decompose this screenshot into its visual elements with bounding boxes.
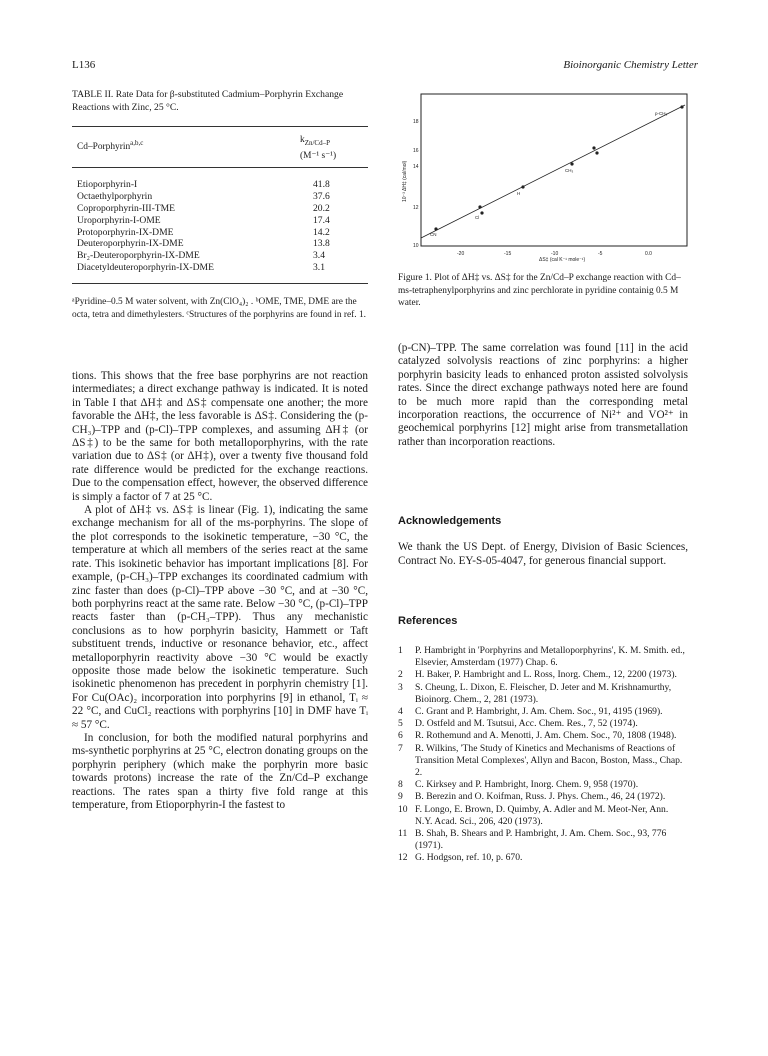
- table-cell-value: 37.6: [313, 190, 330, 202]
- x-tick-label: -5: [598, 251, 603, 257]
- table-row: [77, 238, 357, 250]
- paragraph: tions. This shows that the free base porphyrins are not reaction intermediates; a direct exchange pathway is indicated. It is noted in Table I that ΔH‡ and ΔS‡ compensate one another; the more favorable the ΔH‡, the less favorable is ΔS‡. Considering the (p-CH₃)–TPP and (p-Cl)–TPP complexes, and assuming ΔH‡ (or ΔS‡) to be the same for both metalloporphyrins, with the rate variation due to ΔS‡ (or ΔH‡), over a twenty five thousand fold rate difference would be predicted for the exchange reactions. Due to the compensation effect, however, the observed difference is simply a factor of 7 at 25 °C.: [72, 370, 368, 503]
- table-cell-value: 3.4: [313, 250, 325, 262]
- reference-item: [398, 645, 688, 669]
- figure-plot: [399, 92, 689, 262]
- table-header-name-sup: a,b,c: [130, 139, 144, 147]
- reference-number: 9: [398, 791, 403, 803]
- table-row: [77, 227, 357, 239]
- data-point: [680, 105, 683, 108]
- reference-item: [398, 743, 688, 780]
- table-cell-name: Coproporphyrin-III-TME: [77, 202, 176, 214]
- y-tick-label: 12: [413, 205, 419, 211]
- x-axis-label: ΔS‡ (cal K⁻¹ mole⁻¹): [539, 257, 586, 262]
- reference-text: C. Grant and P. Hambright, J. Am. Chem. Soc., 91, 4195 (1969).: [415, 706, 663, 718]
- table-row: [77, 262, 357, 274]
- table-cell-name: Deuteroporphyrin-IX-DME: [77, 238, 184, 250]
- paragraph: In conclusion, for both the modified natural porphyrins and ms-synthetic porphyrins at 25 °C, electron donating groups on the porphyrin periphery (which make the porphyrin more basic towards protons) increase the rate of the Zn/Cd–P exchange reactions. The rates span a thirty five fold range at this temperature, from Etioporphyrin-I the fastest to: [72, 731, 368, 811]
- table-header-k-units: (M⁻¹ s⁻¹): [300, 150, 337, 161]
- table-cell-name: Etioporphyrin-I: [77, 179, 138, 190]
- table-cell-value: 41.8: [313, 179, 330, 190]
- table-cell-name: Uroporphyrin-I-OME: [77, 214, 161, 226]
- point-label: p-CH₃: [655, 111, 668, 116]
- reference-number: 11: [398, 828, 408, 840]
- data-point: [592, 146, 595, 149]
- x-tick-label: -15: [504, 251, 512, 257]
- table-row: [77, 191, 357, 203]
- y-axis-label: 10⁻³ ΔH‡ (cal/mol): [402, 160, 408, 202]
- reference-text: C. Kirksey and P. Hambright, Inorg. Chem. 9, 958 (1970).: [415, 779, 639, 791]
- page-number: L136: [72, 59, 96, 71]
- table-body: [77, 179, 357, 274]
- paragraph: A plot of ΔH‡ vs. ΔS‡ is linear (Fig. 1), indicating the same exchange mechanism for all of the ms-porphyrins. The slope of the plot corresponds to the isokinetic temperature, −30 °C, the temperature at which all members of the series react at the same rate. This isokinetic behavior has important implications [8]. For example, (p-CH₃)–TPP exchanges its coordinated cadmium with zinc faster than does (p-Cl)–TPP above −30 °C, and at −30 °C, both porphyrins react at the same rate. Below −30 °C, (p-Cl)–TPP reacts faster than (p-CH₃–TPP). Thus any mechanistic conclusions as to how porphyrin basicity, Hammett or Taft substituent trends, inductive or resonance behavior, etc., affect metalloporphyrin reactivity above −30 °C would be exactly opposite those made below the isokinetic temperature. Such isokinetic phenomenon has precedent in porphyrin chemistry [1]. For Cu(OAc)₂ incorporation into porphyrins [9] in ethanol, Tᵢ ≈ 22 °C, and CuCl₂ reactions with porphyrins [10] in DMF have Tᵢ ≈ 57 °C.: [72, 504, 369, 731]
- table-cell-value: 3.1: [313, 262, 325, 274]
- figure-caption: Figure 1. Plot of ΔH‡ vs. ΔS‡ for the Zn/Cd–P exchange reaction with Cd–ms-tetraphenylporphyrins and zinc perchlorate in pyridine containig 0.5 M water.: [398, 273, 681, 309]
- plot-frame: [421, 94, 687, 246]
- reference-item: [398, 730, 688, 742]
- reference-number: 5: [398, 718, 403, 730]
- y-tick-label: 10: [413, 243, 419, 249]
- y-tick-label: 18: [413, 119, 419, 125]
- point-label: CH₃: [565, 168, 574, 173]
- point-label: H: [517, 191, 521, 196]
- reference-text: R. Rothemund and A. Menotti, J. Am. Chem. Soc., 70, 1808 (1948).: [415, 730, 677, 742]
- table-cell-name: Diacetyldeuteroporphyrin-IX-DME: [77, 262, 214, 274]
- reference-number: 6: [398, 730, 403, 742]
- reference-text: S. Cheung, L. Dixon, E. Fleischer, D. Jeter and M. Krishnamurthy, Bioinorg. Chem., 2, 281 (1973).: [415, 681, 672, 705]
- reference-item: [398, 804, 688, 828]
- table-header-k-sub: Zn/Cd–P: [304, 138, 330, 147]
- reference-number: 3: [398, 681, 403, 693]
- reference-number: 8: [398, 779, 403, 791]
- table-row: [77, 203, 357, 215]
- table-row: [77, 215, 357, 227]
- table-cell-value: 17.4: [313, 214, 330, 226]
- table-top-rule: [72, 126, 368, 127]
- reference-text: R. Wilkins, 'The Study of Kinetics and Mechanisms of Reactions of Transition Metal Complexes', Allyn and Bacon, Boston, Mass., Chap. 2.: [415, 742, 683, 779]
- reference-item: [398, 706, 688, 718]
- reference-number: 2: [398, 669, 403, 681]
- reference-item: [398, 791, 688, 803]
- data-point: [478, 205, 481, 208]
- table-cell-value: 13.8: [313, 238, 330, 250]
- reference-text: D. Ostfeld and M. Tsutsui, Acc. Chem. Res., 7, 52 (1974).: [415, 718, 638, 730]
- y-tick-label: 14: [413, 164, 419, 170]
- acknowledgements-heading: Acknowledgements: [398, 515, 502, 527]
- paragraph: (p-CN)–TPP. The same correlation was found [11] in the acid catalyzed solvolysis reactions of zinc porphyrins: a higher porphyrin basicity leads to enhanced proton assisted solvolysis rates. Since the direct exchange pathways noted here are found to be much more rapid than the corresponding metal incorporation reactions, the occurrence of Ni²⁺ and VO²⁺ in geochemical porphyrins [12] might arise from transmetallation rather than incorporation reactions.: [398, 342, 688, 448]
- x-tick-label: 0.0: [645, 251, 652, 257]
- table-cell-name: Br₂-Deuteroporphyrin-IX-DME: [77, 250, 200, 262]
- table-cell-name: Octaethylporphyrin: [77, 190, 153, 202]
- reference-item: [398, 682, 688, 706]
- table-header-name: [77, 139, 143, 152]
- point-label: CN: [430, 232, 437, 237]
- reference-number: 4: [398, 706, 403, 718]
- table-header-rule: [72, 167, 368, 168]
- table-cell-value: 14.2: [313, 226, 330, 238]
- table-cell-value: 20.2: [313, 202, 330, 214]
- data-point: [570, 162, 573, 165]
- body-right-column: [398, 342, 688, 449]
- references-list: [398, 645, 688, 865]
- references-heading: References: [398, 615, 458, 627]
- reference-text: F. Longo, E. Brown, D. Quimby, A. Adler and M. Meot-Ner, Ann. N.Y. Acad. Sci., 206, 420 (1973).: [415, 803, 669, 827]
- table-bottom-rule: [72, 283, 368, 284]
- reference-item: [398, 852, 688, 864]
- reference-text: H. Baker, P. Hambright and L. Ross, Inorg. Chem., 12, 2200 (1973).: [415, 669, 677, 681]
- reference-number: 12: [398, 852, 408, 864]
- table-header-k: [300, 134, 336, 163]
- reference-text: P. Hambright in 'Porphyrins and Metalloporphyrins', K. M. Smith. ed., Elsevier, Amsterdam (1977) Chap. 6.: [415, 645, 685, 669]
- point-label: Cl: [475, 215, 480, 220]
- reference-number: 10: [398, 803, 408, 815]
- x-tick-label: -20: [457, 251, 465, 257]
- table-footnote: ᵃPyridine–0.5 M water solvent, with Zn(ClO₄)₂ . ᵇOME, TME, DME are the octa, tetra and dimethylesters. ᶜStructures of the porphyrins are found in ref. 1.: [72, 297, 366, 320]
- table-cell-name: Protoporphyrin-IX-DME: [77, 226, 174, 238]
- data-point: [595, 151, 598, 154]
- reference-number: 7: [398, 742, 403, 754]
- reference-text: B. Shah, B. Shears and P. Hambright, J. Am. Chem. Soc., 93, 776 (1971).: [415, 828, 667, 852]
- table-row: [77, 179, 357, 191]
- reference-item: [398, 669, 688, 681]
- table-header-k-symbol: k: [300, 135, 305, 145]
- data-point: [480, 211, 483, 214]
- acknowledgements-text: We thank the US Dept. of Energy, Division of Basic Sciences, Contract No. EY-S-05-4047, for generous financial support.: [398, 541, 688, 567]
- reference-item: [398, 779, 688, 791]
- x-tick-label: -10: [551, 251, 559, 257]
- reference-text: B. Berezin and O. Koifman, Russ. J. Phys. Chem., 46, 24 (1972).: [415, 791, 666, 803]
- fit-line: [421, 105, 685, 238]
- journal-title: Bioinorganic Chemistry Letter: [563, 59, 698, 71]
- table-header-name-text: Cd–Porphyrin: [77, 142, 131, 153]
- table-title: TABLE II. Rate Data for β-substituted Cadmium–Porphyrin Exchange Reactions with Zinc, 25 °C.: [72, 89, 344, 113]
- body-left-column: [72, 370, 368, 812]
- reference-item: [398, 828, 688, 852]
- reference-number: 1: [398, 645, 403, 656]
- y-tick-label: 16: [413, 148, 419, 154]
- table-row: [77, 250, 357, 262]
- data-point: [521, 185, 524, 188]
- figure-1: [399, 92, 689, 262]
- data-point: [434, 227, 437, 230]
- reference-item: [398, 718, 688, 730]
- reference-text: G. Hodgson, ref. 10, p. 670.: [415, 852, 523, 864]
